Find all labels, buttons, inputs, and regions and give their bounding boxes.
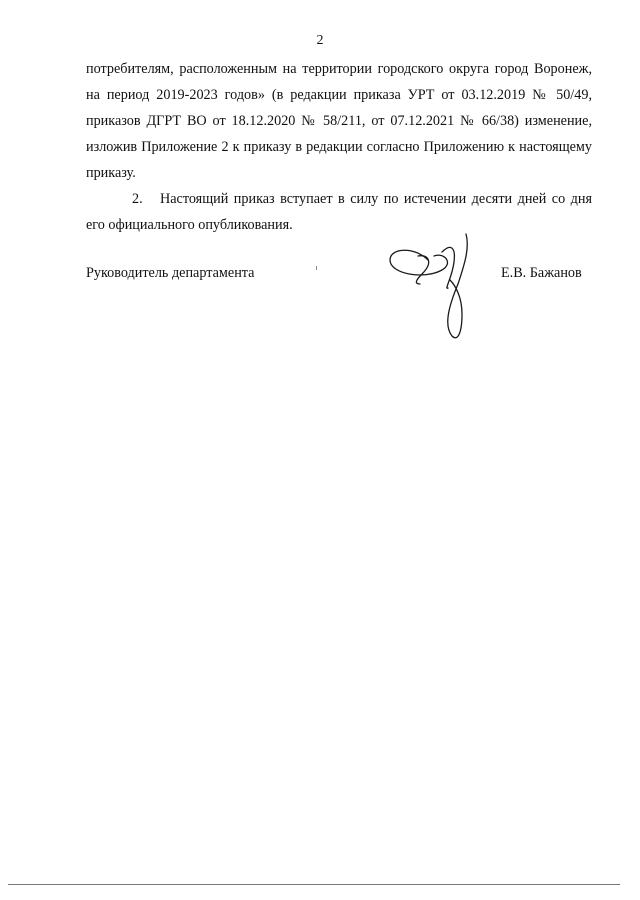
- paragraph-2: [86, 186, 592, 238]
- paragraph-2-number: 2.: [132, 191, 143, 207]
- signatory-title: Руководитель департамента: [86, 265, 255, 281]
- page-number: 2: [316, 33, 324, 48]
- paragraph-1: потребителям, расположенным на территории городского округа город Воронеж, на период 2019-2023 годов» (в редакции приказа УРТ от 03.12.2019 № 50/49, приказов ДГРТ ВО от 18.12.2020 № 58/211, от 07.12.2021 № 66/38) изменение, изложив Приложение 2 к приказу в редакции согласно Приложению к настоящему приказу.: [86, 61, 592, 181]
- paragraph-2-text: Настоящий приказ вступает в силу по истечении десяти дней со дня его официального опубликования.: [86, 191, 592, 233]
- signatory-name: Е.В. Бажанов: [501, 265, 582, 281]
- scan-edge-line: [8, 884, 620, 885]
- handwritten-signature: [384, 228, 494, 348]
- scan-speck: [316, 266, 317, 270]
- document-body: [86, 56, 592, 238]
